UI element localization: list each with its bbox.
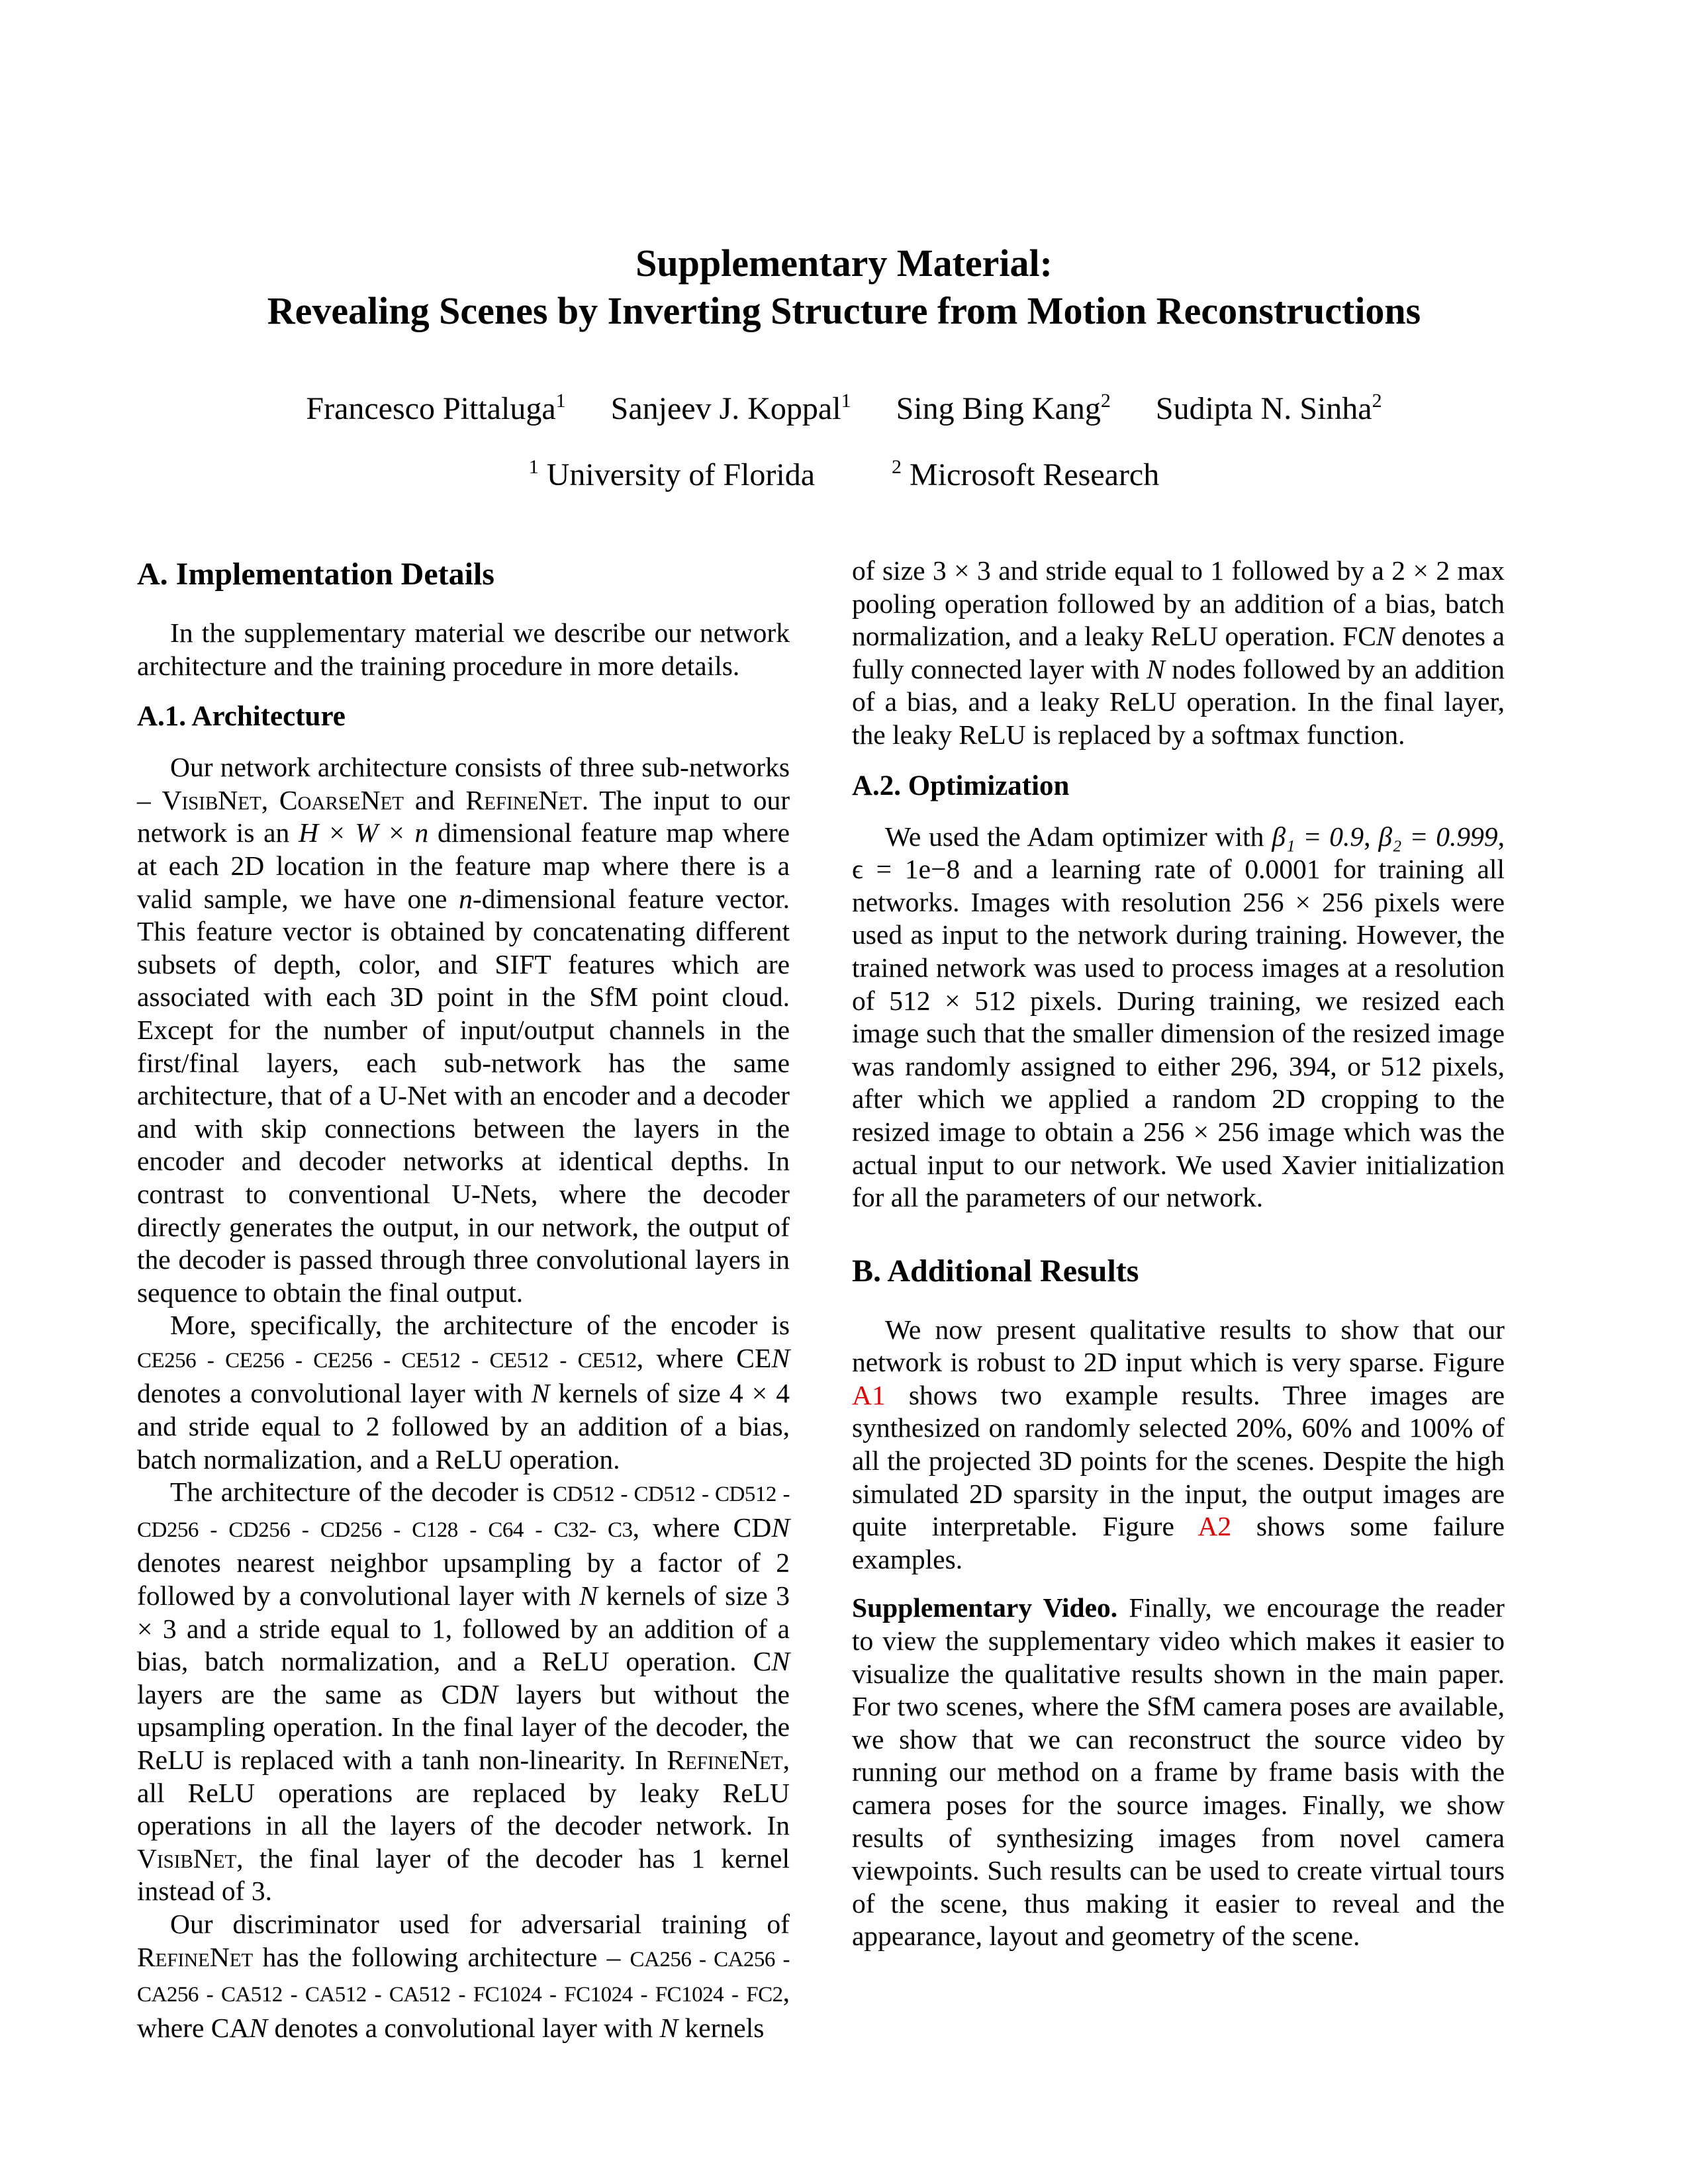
dims-math: H × W × n [299, 817, 429, 848]
visibnet-name: VisibNet [137, 1843, 237, 1874]
beta1-math: β₁ = 0.9 [1272, 821, 1364, 852]
affiliation: $^1$ University of Florida [528, 456, 816, 492]
refinenet-name: RefineNet [465, 784, 582, 815]
additional-results-paragraph: We now present qualitative results to show that our network is robust to 2D input which is very sparse. Figure A1 shows two example results. Three images are synthesized on randomly selected 20%, 60% and 100% of all the projected 3D points for the scenes. Despite the high simulated 2D sparsity in the input, the output images are quite interpretable. Figure A2 shows some failure examples. [852, 1314, 1505, 1574]
author-list [0, 389, 1688, 429]
section-heading-additional-results: B. Additional Results [852, 1253, 1139, 1289]
affiliation-list [0, 455, 1688, 495]
author: Sanjeev J. Koppal$^1$ [610, 390, 851, 426]
architecture-paragraph-2: More, specifically, the architecture of the encoder is CE256 - CE256 - CE256 - CE512 - CE512 - CE512, where CEN denotes a convolutional layer with N kernels of size 4 × 4 and stride equal to 2 followed by an addition of a bias, batch normalization, and a ReLU operation. [137, 1310, 790, 1475]
subsection-heading-optimization: A.2. Optimization [852, 770, 1070, 801]
p4-continuation: of size 3 × 3 and stride equal to 1 followed by a 2 × 2 max pooling operation followed by an addition of a bias, batch normalization, and a leaky ReLU operation. FC [852, 555, 1505, 652]
beta2-math: β₂ = 0.999 [1378, 821, 1498, 852]
title-line-2: Revealing Scenes by Inverting Structure from Motion Reconstructions [267, 289, 1421, 332]
title-line-1: Supplementary Material: [635, 242, 1053, 285]
epsilon-math: ϵ = 1e−8 [852, 854, 961, 885]
figure-a1-link[interactable]: A1 [852, 1379, 886, 1410]
author: Sing Bing Kang$^2$ [896, 390, 1111, 426]
section-heading-implementation-details: A. Implementation Details [137, 557, 494, 592]
right-column [852, 555, 1505, 1953]
coarsenet-name: CoarseNet [279, 784, 404, 815]
refinenet-name: RefineNet [667, 1745, 783, 1775]
visibnet-name: VisibNet [162, 784, 261, 815]
affiliation: $^2$ Microsoft Research [892, 456, 1160, 492]
optimization-paragraph: We used the Adam optimizer with β₁ = 0.9, β₂ = 0.999, ϵ = 1e−8 and a learning rate of 0.0001 for training all networks. Images with resolution 256 × 256 pixels were used as input to the network during training. However, the trained network was used to process images at a resolution of 512 × 512 pixels. During training, we resized each image such that the smaller dimension of the resized image was randomly assigned to either 296, 394, or 512 pixels, after which we applied a random 2D cropping to the resized image to obtain a 256 × 256 image which was the actual input to our network. We used Xavier initialization for all the parameters of our network. [852, 821, 1505, 1213]
paper-title [0, 240, 1688, 335]
subsection-heading-architecture: A.1. Architecture [137, 701, 346, 733]
refinenet-name: RefineNet [137, 1941, 254, 1972]
author: Francesco Pittaluga$^1$ [306, 390, 566, 426]
intro-paragraph: In the supplementary material we describe our network architecture and the training procedure in more details. [137, 617, 790, 681]
author: Sudipta N. Sinha$^2$ [1155, 390, 1382, 426]
encoder-spec: CE256 - CE256 - CE256 - CE512 - CE512 - CE512 [137, 1348, 637, 1373]
supplementary-video-runin: Supplementary Video. [852, 1592, 1118, 1623]
architecture-paragraph-4-continued: of size 3 × 3 and stride equal to 1 followed by a 2 × 2 max pooling operation followed by an addition of a bias, batch normalization, and a leaky ReLU operation. FCN denotes a fully connected layer with N nodes followed by an addition of a bias, and a leaky ReLU operation. In the final layer, the leaky ReLU is replaced by a softmax function. [852, 555, 1505, 750]
column-break-text: kernels [678, 2012, 765, 2043]
architecture-paragraph-3: The architecture of the decoder is CD512 - CD512 - CD512 - CD256 - CD256 - CD256 - C128 - C64 - C32- C3, where CDN denotes nearest neighbor upsampling by a factor of 2 followed by a convolutional layer with N kernels of size 3 × 3 and a stride equal to 1, followed by an addition of a bias, batch normalization, and a ReLU operation. CN layers are the same as CDN layers but without the upsampling operation. In the final layer of the decoder, the ReLU is replaced with a tanh non-linearity. In RefineNet, all ReLU operations are replaced by leaky ReLU operations in all the layers of the decoder network. In VisibNet, the final layer of the decoder has 1 kernel instead of 3. [137, 1477, 790, 1907]
discriminator-spec: CA256 - CA256 - CA256 - CA512 - CA512 - CA512 - FC1024 - FC1024 - FC1024 - FC2 [137, 1947, 790, 2007]
architecture-paragraph-4-start: Our discriminator used for adversarial training of RefineNet has the following architecture – CA256 - CA256 - CA256 - CA512 - CA512 - CA512 - FC1024 - FC1024 - FC1024 - FC2, where CAN denotes a convolutional layer with N kernels [137, 1908, 790, 2043]
supplementary-video-paragraph: Supplementary Video. Finally, we encourage the reader to view the supplementary video which makes it easier to visualize the qualitative results shown in the main paper. For two scenes, where the SfM camera poses are available, we show that we can reconstruct the source video by running our method on a frame by frame basis with the camera poses for the source images. Finally, we show results of synthesizing images from novel camera viewpoints. Such results can be used to create virtual tours of the scene, thus making it easier to reveal and the appearance, layout and geometry of the scene. [852, 1592, 1505, 1952]
figure-a2-link[interactable]: A2 [1197, 1511, 1232, 1542]
decoder-spec: CD512 - CD512 - CD512 - CD256 - CD256 - CD256 - C128 - C64 - C32- C3 [137, 1482, 790, 1542]
left-column [137, 555, 790, 2044]
architecture-paragraph-1: Our network architecture consists of three sub-networks – VisibNet, CoarseNet and RefineNet. The input to our network is an H × W × n dimensional feature map where at each 2D location in the feature map where there is a valid sample, we have one n-dimensional feature vector. This feature vector is obtained by concatenating different subsets of depth, color, and SIFT features which are associated with each 3D point in the SfM point cloud. Except for the number of input/output channels in the first/final layers, each sub-network has the same architecture, that of a U-Net with an encoder and a decoder and with skip connections between the layers in the encoder and decoder networks at identical depths. In contrast to conventional U-Nets, where the decoder directly generates the output, in our network, the output of the decoder is passed through three convolutional layers in sequence to obtain the final output. [137, 752, 790, 1308]
